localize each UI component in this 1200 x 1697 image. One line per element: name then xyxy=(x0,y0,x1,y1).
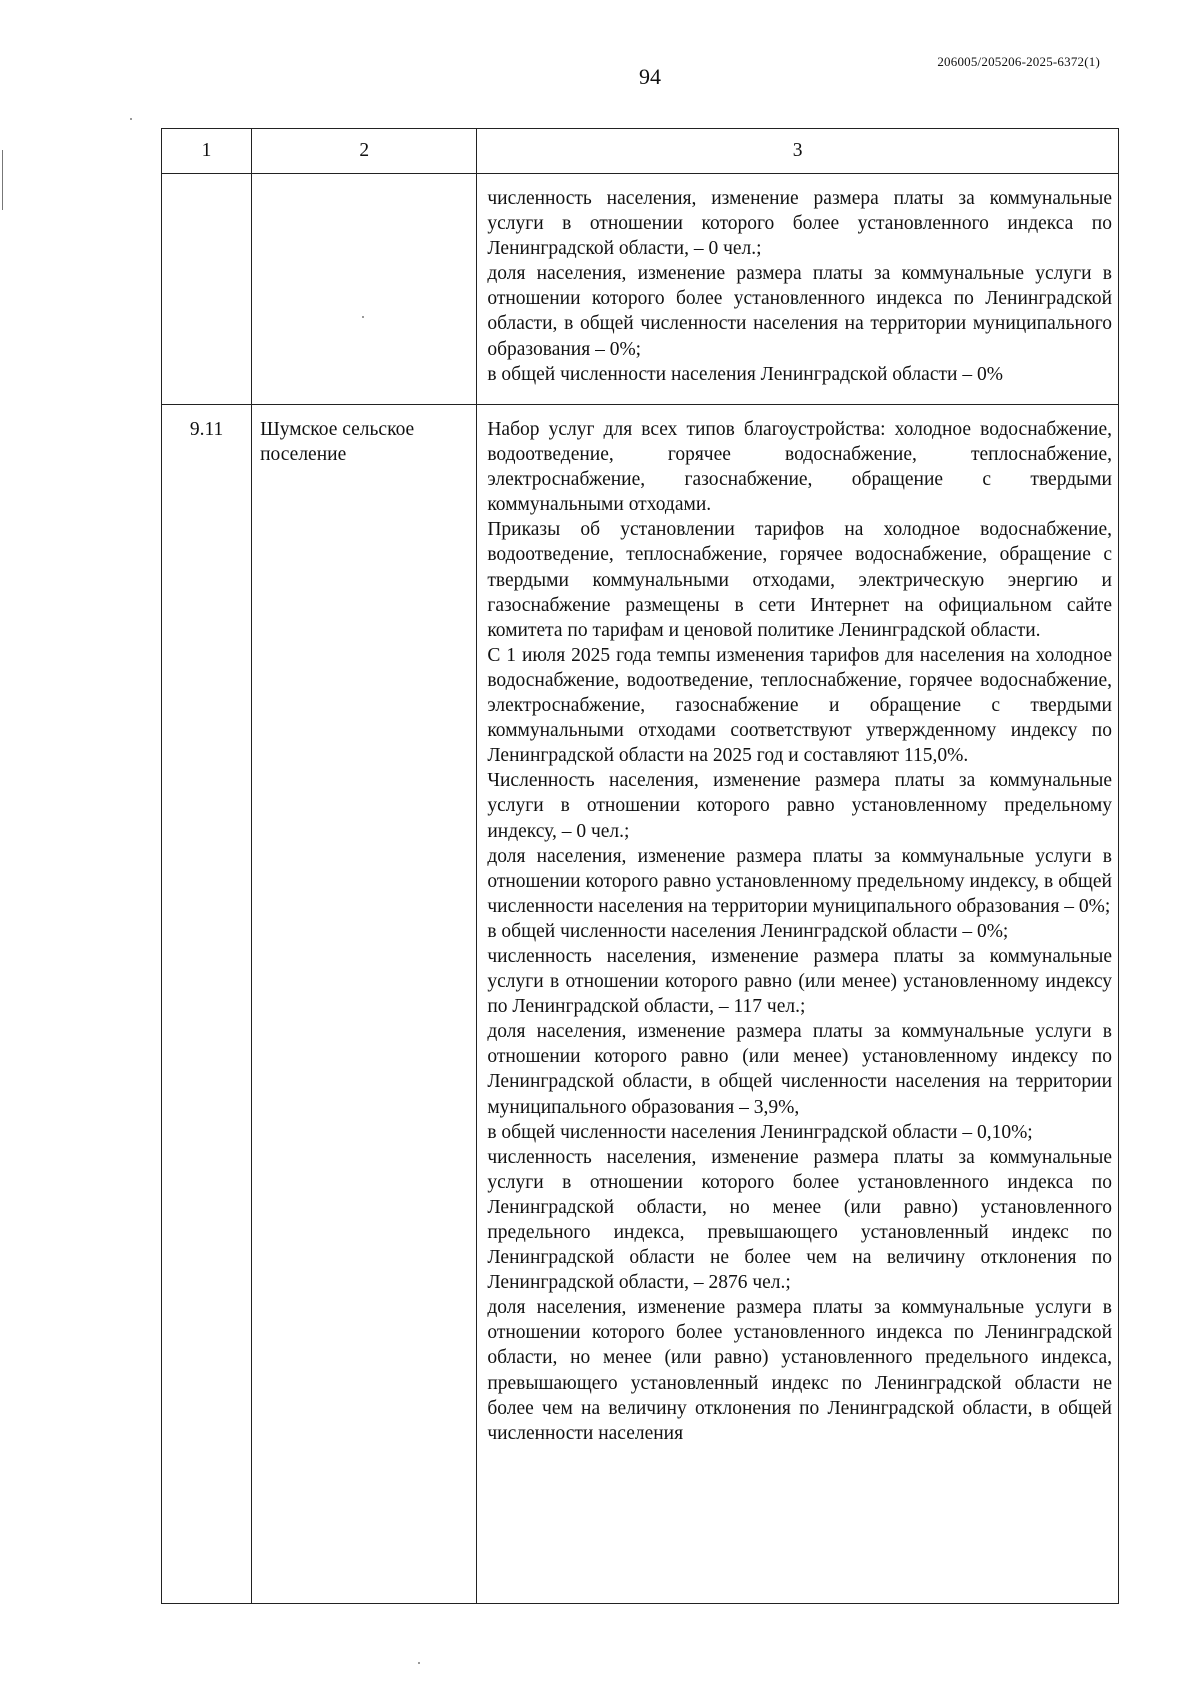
description-paragraph: численность населения, изменение размера платы за коммунальные услуги в отношении которого более установленного индекса по Ленинградской области, – 0 чел.; xyxy=(487,188,1112,260)
column-header: 2 xyxy=(252,129,477,174)
description-cell xyxy=(477,174,1119,405)
description-paragraph: доля населения, изменение размера платы за коммунальные услуги в отношении которого равно установленному предельному индексу, в общей численности населения на территории муниципального образования – 0%; xyxy=(487,845,1112,917)
row-number: 9.11 xyxy=(162,405,252,1604)
table-row xyxy=(162,174,1119,405)
description-paragraph: численность населения, изменение размера платы за коммунальные услуги в отношении которого равно (или менее) установленному индексу по Ленинградской области, – 117 чел.; xyxy=(487,945,1112,1018)
document-id: 206005/205206-2025-6372(1) xyxy=(937,54,1100,69)
description-paragraph: С 1 июля 2025 года темпы изменения тарифов для населения на холодное водоснабжение, водоотведение, теплоснабжение, горячее водоснабжение, электроснабжение, газоснабжение и обращение с твердыми коммунальными отходами соответствуют утвержденному индексу по Ленинградской области на 2025 год и составляют 115,0%. xyxy=(487,644,1112,767)
description-paragraph: Набор услуг для всех типов благоустройства: холодное водоснабжение, водоотведение, горячее водоснабжение, теплоснабжение, электроснабжение, газоснабжение, обращение с твердыми коммунальными отходами. xyxy=(487,419,1112,516)
settlement-name: Шумское сельское поселение xyxy=(252,405,477,1604)
table-row xyxy=(162,405,1119,1604)
page-number: 94 xyxy=(639,64,661,89)
description-cell xyxy=(477,405,1119,1604)
data-table xyxy=(161,128,1119,1604)
description-paragraph: численность населения, изменение размера платы за коммунальные услуги в отношении которого более установленного индекса по Ленинградской области, но менее (или равно) установленного предельного индекса, превышающего установленный индекс по Ленинградской области не более чем на величину отклонения по Ленинградской области, – 2876 чел.; xyxy=(487,1146,1112,1294)
scan-artifact xyxy=(130,118,132,120)
column-header: 3 xyxy=(477,129,1119,174)
description-paragraph: Приказы об установлении тарифов на холодное водоснабжение, водоотведение, теплоснабжение, горячее водоснабжение, обращение с твердыми коммунальными отходами, электрическую энергию и газоснабжение размещены в сети Интернет на официальном сайте комитета по тарифам и ценовой политике Ленинградской области. xyxy=(487,519,1112,641)
scan-artifact xyxy=(418,1662,420,1664)
settlement-name xyxy=(252,174,477,405)
description-paragraph: доля населения, изменение размера платы за коммунальные услуги в отношении которого более установленного индекса по Ленинградской области, в общей численности населения на территории муниципального образования – 0%; xyxy=(487,263,1112,360)
description-paragraph: доля населения, изменение размера платы за коммунальные услуги в отношении которого более установленного индекса по Ленинградской области, но менее (или равно) установленного предельного индекса, превышающего установленный индекс по Ленинградской области не более чем на величину отклонения по Ленинградской области, в общей численности населения xyxy=(487,1297,1112,1444)
description-paragraph: Численность населения, изменение размера платы за коммунальные услуги в отношении которого равно установленному предельному индексу, – 0 чел.; xyxy=(487,770,1112,842)
description-paragraph: в общей численности населения Ленинградской области – 0%; xyxy=(487,920,1009,942)
description-paragraph: в общей численности населения Ленинградской области – 0,10%; xyxy=(487,1121,1033,1143)
scan-margin-mark xyxy=(2,150,3,210)
table-header-row xyxy=(162,129,1119,174)
row-number xyxy=(162,174,252,405)
column-header: 1 xyxy=(162,129,252,174)
description-paragraph: в общей численности населения Ленинградской области – 0% xyxy=(487,363,1003,385)
description-paragraph: доля населения, изменение размера платы за коммунальные услуги в отношении которого равно (или менее) установленному индексу по Ленинградской области, в общей численности населения на территории муниципального образования – 3,9%, xyxy=(487,1021,1112,1118)
